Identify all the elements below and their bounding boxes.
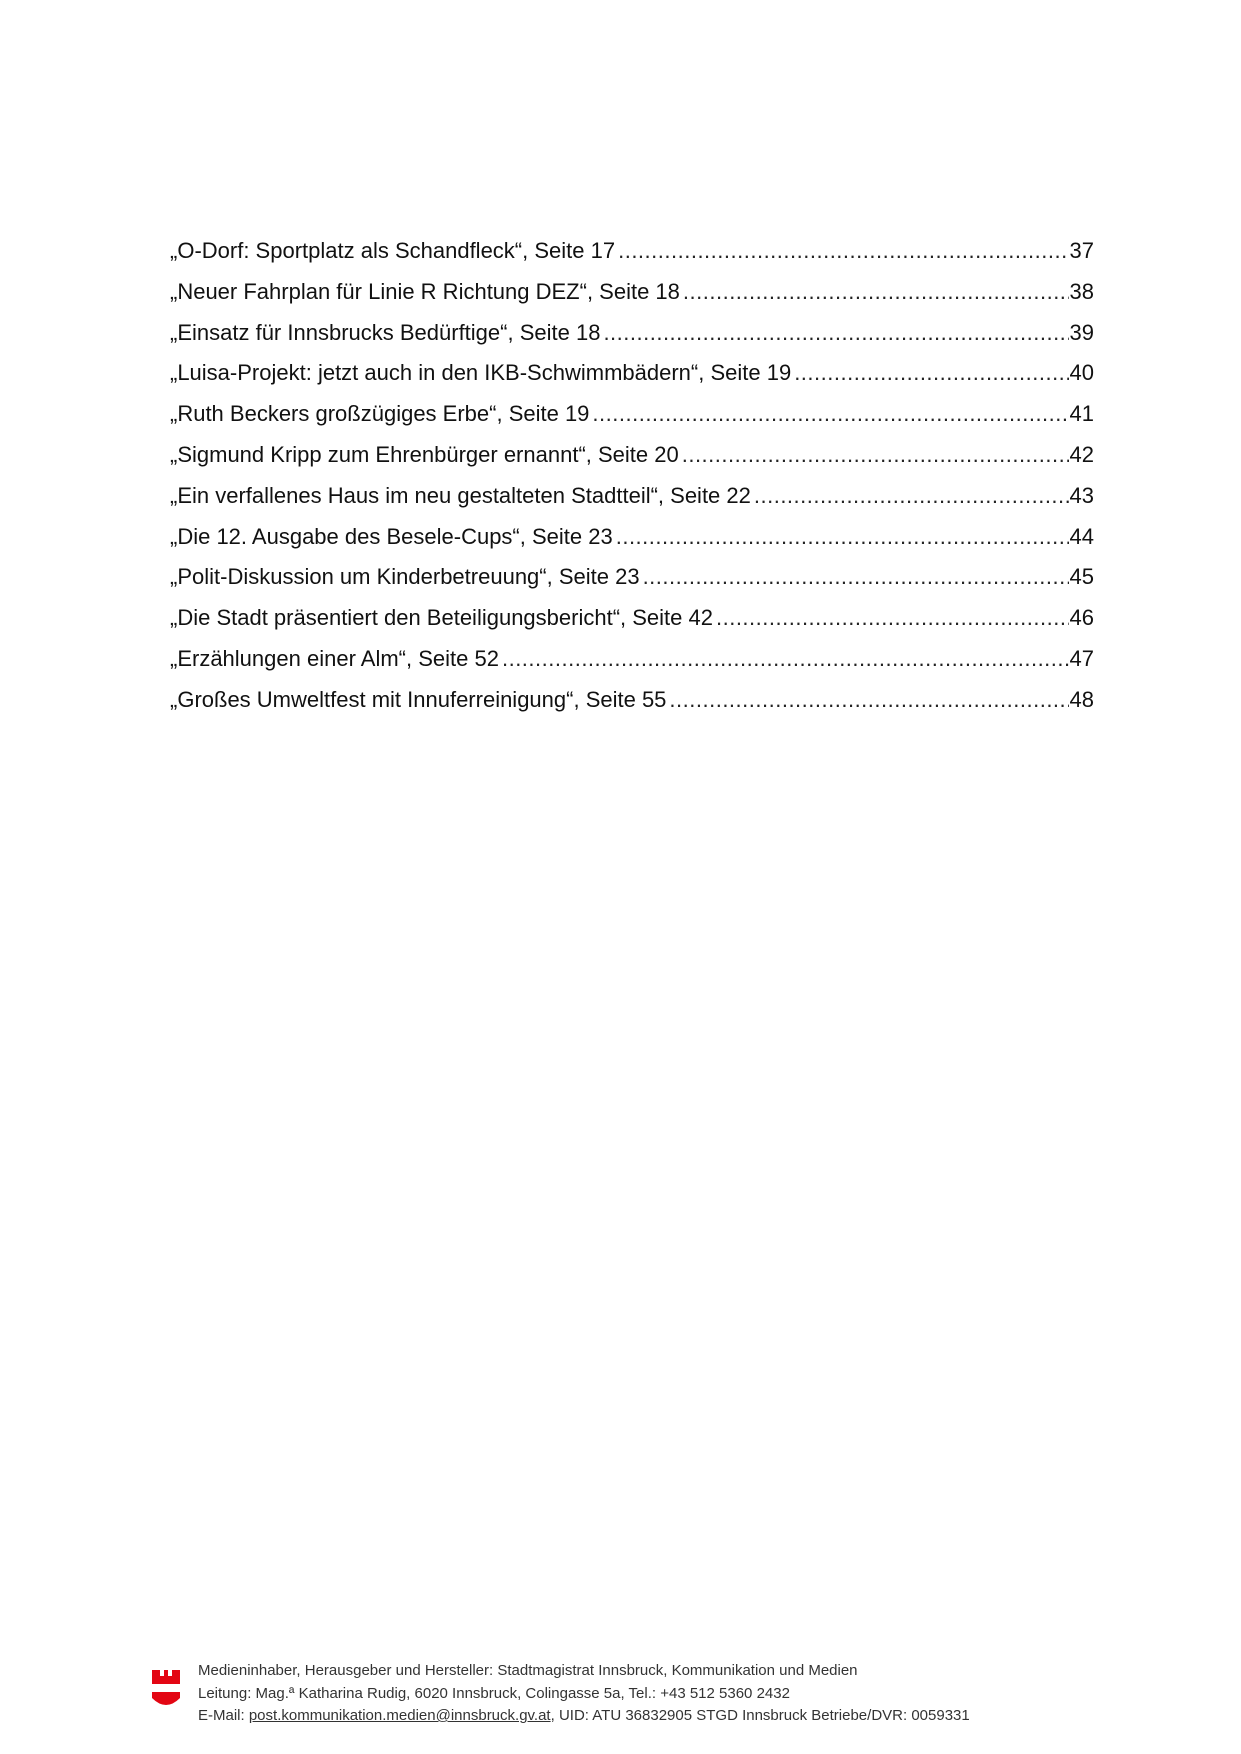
toc-entry-title: „Die 12. Ausgabe des Besele-Cups“, Seite 23 — [170, 523, 613, 549]
toc-entry[interactable] — [170, 394, 1094, 435]
toc-entry-page-number: 47 — [1069, 645, 1094, 671]
toc-entry-title: „Luisa-Projekt: jetzt auch in den IKB-Schwimmbädern“, Seite 19 — [170, 360, 792, 386]
toc-dot-leader — [716, 598, 1069, 639]
toc-entry-page-number: 46 — [1069, 605, 1094, 631]
footer-line-contact: Leitung: Mag.ª Katharina Rudig, 6020 Innsbruck, Colingasse 5a, Tel.: +43 512 5360 2432 — [198, 1684, 790, 1702]
toc-entry-title: „Polit-Diskussion um Kinderbetreuung“, Seite 23 — [170, 564, 640, 590]
email-label: E-Mail: — [198, 1707, 249, 1724]
footer-text — [198, 1660, 970, 1728]
footer-imprint — [150, 1660, 1090, 1730]
toc-entry[interactable] — [170, 517, 1094, 558]
toc-entry-page-number: 40 — [1069, 360, 1094, 386]
toc-dot-leader — [669, 680, 1068, 721]
toc-entry-title: „O-Dorf: Sportplatz als Schandfleck“, Seite 17 — [170, 238, 616, 263]
toc-dot-leader — [618, 231, 1068, 272]
innsbruck-logo-icon — [150, 1666, 182, 1710]
toc-entry[interactable] — [170, 272, 1094, 313]
toc-entry[interactable] — [170, 476, 1094, 517]
toc-entry-title: „Einsatz für Innsbrucks Bedürftige“, Seite 18 — [170, 319, 601, 345]
toc-entry-title: „Neuer Fahrplan für Linie R Richtung DEZ“, Seite 18 — [170, 278, 680, 304]
toc-dot-leader — [754, 476, 1069, 517]
toc-entry-title: „Ein verfallenes Haus im neu gestalteten Stadtteil“, Seite 22 — [170, 482, 751, 508]
toc-entry-page-number: 44 — [1069, 523, 1094, 549]
toc-entry[interactable] — [170, 557, 1094, 598]
toc-dot-leader — [682, 435, 1069, 476]
toc-dot-leader — [616, 517, 1069, 558]
toc-entry[interactable] — [170, 435, 1094, 476]
toc-entry-title: „Erzählungen einer Alm“, Seite 52 — [170, 645, 499, 671]
toc-dot-leader — [643, 557, 1069, 598]
toc-dot-leader — [502, 639, 1069, 680]
toc-entry-page-number: 37 — [1069, 238, 1094, 263]
toc-dot-leader — [592, 394, 1068, 435]
toc-entry[interactable] — [170, 598, 1094, 639]
toc-entry-title: „Sigmund Kripp zum Ehrenbürger ernannt“, Seite 20 — [170, 441, 679, 467]
footer-line-uid: , UID: ATU 36832905 STGD Innsbruck Betriebe/DVR: 0059331 — [550, 1707, 970, 1724]
toc-entry-page-number: 45 — [1069, 564, 1094, 590]
footer-line-email — [198, 1705, 970, 1728]
footer-line-publisher: Medieninhaber, Herausgeber und Hersteller: Stadtmagistrat Innsbruck, Kommunikation und Medien — [198, 1662, 858, 1679]
toc-entry-page-number: 38 — [1069, 278, 1094, 304]
toc-entry-page-number: 43 — [1069, 482, 1094, 508]
toc-dot-leader — [794, 353, 1068, 394]
toc-dot-leader — [683, 272, 1069, 313]
email-link[interactable]: post.kommunikation.medien@innsbruck.gv.at — [248, 1707, 551, 1724]
toc-entry[interactable] — [170, 231, 1094, 272]
toc-entry-page-number: 42 — [1069, 441, 1094, 467]
toc-entry-title: „Großes Umweltfest mit Innuferreinigung“, Seite 55 — [170, 686, 667, 712]
table-of-contents — [170, 231, 1094, 721]
toc-dot-leader — [603, 313, 1068, 354]
toc-entry[interactable] — [170, 313, 1094, 354]
toc-entry-page-number: 48 — [1069, 686, 1094, 712]
toc-entry-title: „Die Stadt präsentiert den Beteiligungsbericht“, Seite 42 — [170, 605, 713, 631]
toc-entry[interactable] — [170, 639, 1094, 680]
toc-entry-title: „Ruth Beckers großzügiges Erbe“, Seite 19 — [170, 401, 590, 427]
toc-entry-page-number: 39 — [1069, 319, 1094, 345]
toc-entry[interactable] — [170, 353, 1094, 394]
toc-entry-page-number: 41 — [1069, 401, 1094, 427]
toc-entry[interactable] — [170, 680, 1094, 721]
